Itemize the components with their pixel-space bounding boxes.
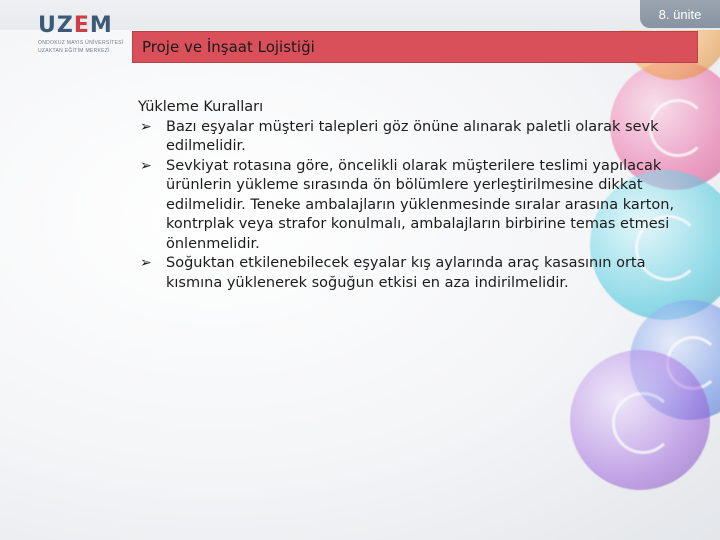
unit-label: 8. ünite — [640, 0, 720, 28]
bullet-text: Sevkiyat rotasına göre, öncelikli olarak müşterilere teslimi yapılacak ürünlerin yükleme sırasında ön bölümlere yerleştirilmesine dikkat edilmelidir. Teneke ambalajların yüklenmesinde sıralar arasına karton, kontrplak veya strafor konulmalı, ambalajların birbirine temas etmesi önlenmelidir. — [166, 157, 675, 252]
uzem-logo — [38, 14, 138, 64]
slide-content — [138, 98, 678, 293]
arrow-bullet-icon: ➢ — [140, 255, 152, 271]
logo-wordmark: UZEM — [38, 13, 113, 38]
sphere-purple — [570, 350, 710, 490]
bullet-item — [138, 157, 678, 255]
section-heading: Yükleme Kuralları — [138, 99, 264, 115]
slide-title: Proje ve İnşaat Lojistiği — [142, 38, 315, 56]
bullet-item — [138, 254, 678, 293]
logo-subtitle-2: UZAKTAN EĞİTİM MERKEZİ — [38, 48, 110, 54]
bullet-list — [138, 118, 678, 294]
arrow-bullet-icon: ➢ — [140, 157, 152, 174]
bullet-text: Soğuktan etkilenebilecek eşyalar kış aylarında araç kasasının orta kısmına yüklenerek soğuğun etkisi en aza indirilmelidir. — [166, 255, 646, 291]
title-bar — [132, 31, 698, 63]
arrow-bullet-icon: ➢ — [140, 118, 152, 135]
logo-subtitle-1: ONDOKUZ MAYIS ÜNİVERSİTESİ — [38, 40, 124, 46]
bullet-text: Bazı eşyalar müşteri talepleri göz önüne alınarak paletli olarak sevk edilmelidir. — [166, 118, 659, 154]
bullet-item — [138, 118, 678, 157]
